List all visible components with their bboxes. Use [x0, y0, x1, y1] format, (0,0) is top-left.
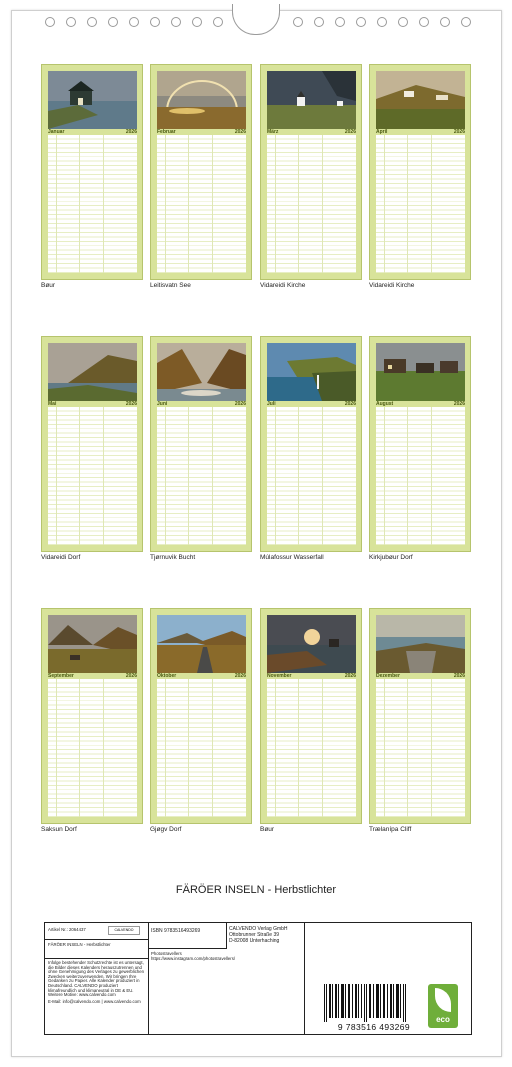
- binding-hole: [335, 17, 345, 27]
- month-year: 2026: [344, 673, 356, 679]
- binding-hole: [377, 17, 387, 27]
- binding-hole: [293, 17, 303, 27]
- month-name: Mai: [48, 401, 57, 407]
- landscape-photo: [376, 343, 465, 401]
- binding-hole: [150, 17, 160, 27]
- month-year: 2026: [125, 129, 137, 135]
- photo-caption: Trælanípa Cliff: [369, 826, 412, 833]
- month-year: 2026: [125, 401, 137, 407]
- isbn: ISBN 9783516493269: [151, 928, 201, 934]
- month-card: [150, 608, 252, 824]
- month-card: [41, 608, 143, 824]
- photo-caption: Kirkjubøur Dorf: [369, 554, 413, 561]
- article-number: Artikel Nr.: 2064437: [48, 927, 86, 932]
- landscape-photo: [267, 71, 356, 129]
- isbn-barcode: [318, 984, 410, 1032]
- binding-hole: [108, 17, 118, 27]
- eco-badge: [428, 984, 458, 1028]
- month-name: Oktober: [157, 673, 177, 679]
- binding-hole: [461, 17, 471, 27]
- month-year: 2026: [125, 673, 137, 679]
- eco-label: eco: [436, 1015, 450, 1024]
- binding-hole: [440, 17, 450, 27]
- landscape-photo: [157, 71, 246, 129]
- publisher-city: D-82008 Unterhaching: [229, 938, 280, 944]
- month-year: 2026: [344, 129, 356, 135]
- photographer: Photostravellers: [151, 951, 182, 956]
- day-grid: [267, 407, 356, 545]
- day-grid: [376, 135, 465, 273]
- month-name: Juni: [157, 401, 168, 407]
- photo-caption: Leitisvatn See: [150, 282, 191, 289]
- binding-hole: [419, 17, 429, 27]
- barcode-bars: [324, 984, 406, 1022]
- month-card: [260, 336, 362, 552]
- day-grid: [376, 679, 465, 817]
- month-card: [369, 608, 471, 824]
- photo-caption: Saksun Dorf: [41, 826, 77, 833]
- day-grid: [267, 135, 356, 273]
- day-grid: [267, 679, 356, 817]
- binding-hole: [192, 17, 202, 27]
- landscape-photo: [157, 615, 246, 673]
- month-card: [260, 64, 362, 280]
- month-name: September: [48, 673, 74, 679]
- month-name: August: [376, 401, 394, 407]
- month-year: 2026: [453, 401, 465, 407]
- month-year: 2026: [453, 673, 465, 679]
- month-year: 2026: [234, 673, 246, 679]
- photo-caption: Vidareidi Kirche: [260, 282, 306, 289]
- day-grid: [157, 407, 246, 545]
- month-year: 2026: [344, 401, 356, 407]
- photo-caption: Bøur: [260, 826, 275, 833]
- month-name: Dezember: [376, 673, 400, 679]
- leaf-icon: [435, 988, 451, 1012]
- binding-hole: [314, 17, 324, 27]
- binding-hole: [171, 17, 181, 27]
- binding-holes: [0, 0, 512, 40]
- month-card: [150, 336, 252, 552]
- day-grid: [48, 407, 137, 545]
- month-name: April: [376, 129, 388, 135]
- month-card: [260, 608, 362, 824]
- photo-caption: Gjøgv Dorf: [150, 826, 182, 833]
- landscape-photo: [157, 343, 246, 401]
- imprint-divider: [226, 923, 227, 949]
- month-card: [41, 64, 143, 280]
- month-name: März: [267, 129, 279, 135]
- month-card: [41, 336, 143, 552]
- binding-hole: [398, 17, 408, 27]
- day-grid: [376, 407, 465, 545]
- landscape-photo: [267, 615, 356, 673]
- month-year: 2026: [234, 129, 246, 135]
- binding-hole: [87, 17, 97, 27]
- imprint-divider: [149, 948, 227, 949]
- day-grid: [157, 135, 246, 273]
- publisher-name: CALVENDO Verlag GmbH: [229, 926, 288, 932]
- month-card: [150, 64, 252, 280]
- legal-text: Infolge bestehender Schutzrechte ist es untersagt, die Bilder dieses Kalenders herauszutrennen und ohne Genehmigung des Verlages zu gewerblichen Zwecken weiterzuverwenden. Wir bringen Ihre Gedanken zu Papier. Alle Kalender produziert in Deutschland. CALVENDO produziert klimafreundlich und klimaneutral in DE & EU. Weitere Motive: www.calvendo.com: [48, 960, 145, 998]
- landscape-photo: [376, 71, 465, 129]
- binding-hole: [213, 17, 223, 27]
- month-year: 2026: [234, 401, 246, 407]
- photo-caption: Bøur: [41, 282, 56, 289]
- day-grid: [157, 679, 246, 817]
- calvendo-logo: CALVENDO: [108, 926, 140, 935]
- contact-text: E-Mail: info@calvendo.com | www.calvendo.com: [48, 999, 141, 1004]
- binding-hole: [129, 17, 139, 27]
- month-name: Januar: [48, 129, 65, 135]
- day-grid: [48, 679, 137, 817]
- photographer-url: https://www.instagram.com/photostravellers/: [151, 956, 236, 961]
- calendar-title: FÄRÖER INSELN - Herbstlichter: [175, 884, 337, 896]
- landscape-photo: [267, 343, 356, 401]
- binding-hole: [45, 17, 55, 27]
- landscape-photo: [48, 615, 137, 673]
- binding-hole: [356, 17, 366, 27]
- day-grid: [48, 135, 137, 273]
- month-card: [369, 64, 471, 280]
- month-name: Juli: [267, 401, 276, 407]
- photo-caption: Tjørnuvik Bucht: [150, 554, 196, 561]
- month-year: 2026: [453, 129, 465, 135]
- month-name: Februar: [157, 129, 176, 135]
- photo-caption: Múlafossur Wasserfall: [260, 554, 324, 561]
- publisher-street: Ottobrunner Straße 39: [229, 932, 280, 938]
- product-title: FÄRÖER INSELN - Herbstlichter: [48, 942, 111, 947]
- landscape-photo: [48, 343, 137, 401]
- barcode-number: 9 783516 493269: [337, 1022, 410, 1032]
- photo-caption: Vidareidi Kirche: [369, 282, 415, 289]
- landscape-photo: [48, 71, 137, 129]
- landscape-photo: [376, 615, 465, 673]
- hanger-notch: [232, 4, 280, 35]
- month-name: November: [267, 673, 292, 679]
- binding-hole: [66, 17, 76, 27]
- month-card: [369, 336, 471, 552]
- photo-caption: Vidareidi Dorf: [41, 554, 81, 561]
